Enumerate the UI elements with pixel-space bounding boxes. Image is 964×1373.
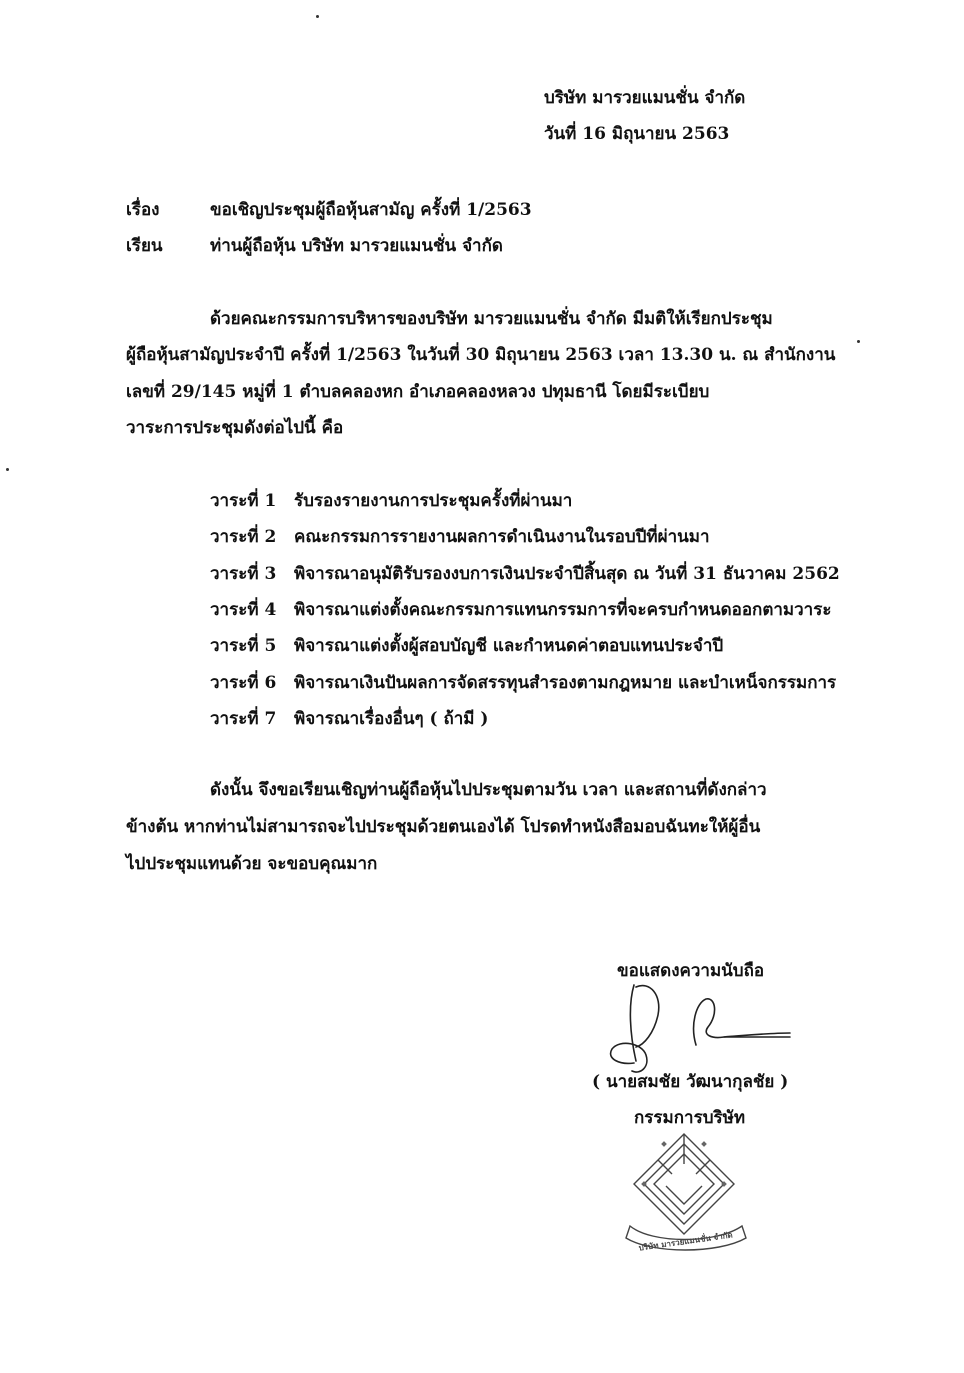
agenda-text: พิจารณาเรื่องอื่นๆ ( ถ้ามี ) xyxy=(294,709,489,729)
agenda-item xyxy=(210,705,488,732)
seal-text: บริษัท มารวยแมนชั่น จำกัด xyxy=(638,1230,734,1253)
subject-label: เรื่อง xyxy=(126,200,160,220)
scan-speck xyxy=(6,468,9,471)
scan-speck xyxy=(316,15,319,18)
agenda-text: รับรองรายงานการประชุมครั้งที่ผ่านมา xyxy=(294,491,573,511)
agenda-item xyxy=(210,487,572,514)
agenda-text: คณะกรรมการรายงานผลการดำเนินงานในรอบปีที่ผ่านมา xyxy=(294,527,710,547)
closing-line: ดังนั้น จึงขอเรียนเชิญท่านผู้ถือหุ้นไปประชุมตามวัน เวลา และสถานที่ดังกล่าว xyxy=(210,780,767,800)
company-seal-icon xyxy=(622,1126,752,1260)
agenda-text: พิจารณาอนุมัติรับรองงบการเงินประจำปีสิ้นสุด ณ วันที่ 31 ธันวาคม 2562 xyxy=(294,564,840,584)
scan-speck xyxy=(857,340,860,343)
agenda-number: วาระที่ 3 xyxy=(210,564,277,584)
signer-name: ( นายสมชัย วัฒนากุลชัย ) xyxy=(592,1072,789,1092)
to-text: ท่านผู้ถือหุ้น บริษัท มารวยแมนชั่น จำกัด xyxy=(210,236,503,256)
agenda-number: วาระที่ 6 xyxy=(210,673,277,693)
agenda-item xyxy=(210,596,831,623)
closing-line: ไปประชุมแทนด้วย จะขอบคุณมาก xyxy=(126,854,378,874)
agenda-number: วาระที่ 2 xyxy=(210,527,277,547)
intro-line: ผู้ถือหุ้นสามัญประจำปี ครั้งที่ 1/2563 ในวันที่ 30 มิถุนายน 2563 เวลา 13.30 น. ณ สำนักงาน xyxy=(126,345,836,365)
letter-date: วันที่ 16 มิถุนายน 2563 xyxy=(544,124,730,144)
agenda-item xyxy=(210,523,710,550)
agenda-item xyxy=(210,560,840,587)
intro-line: เลขที่ 29/145 หมู่ที่ 1 ตำบลคลองหก อำเภอคลองหลวง ปทุมธานี โดยมีระเบียบ xyxy=(126,382,710,402)
signer-position: กรรมการบริษัท xyxy=(634,1108,746,1128)
agenda-text: พิจารณาเงินปันผลการจัดสรรทุนสำรองตามกฎหมาย และบำเหน็จกรรมการ xyxy=(294,673,837,693)
agenda-number: วาระที่ 4 xyxy=(210,600,277,620)
agenda-text: พิจารณาแต่งตั้งคณะกรรมการแทนกรรมการที่จะครบกำหนดออกตามวาระ xyxy=(294,600,832,620)
agenda-text: พิจารณาแต่งตั้งผู้สอบบัญชี และกำหนดค่าตอบแทนประจำปี xyxy=(294,636,724,656)
agenda-number: วาระที่ 5 xyxy=(210,636,277,656)
to-label: เรียน xyxy=(126,236,163,256)
agenda-item xyxy=(210,669,836,696)
closing-line: ข้างต้น หากท่านไม่สามารถจะไปประชุมด้วยตนเองได้ โปรดทำหนังสือมอบฉันทะให้ผู้อื่น xyxy=(126,817,761,837)
intro-line: ด้วยคณะกรรมการบริหารของบริษัท มารวยแมนชั่น จำกัด มีมติให้เรียกประชุม xyxy=(210,309,773,329)
subject-text: ขอเชิญประชุมผู้ถือหุ้นสามัญ ครั้งที่ 1/2563 xyxy=(210,200,532,220)
company-name: บริษัท มารวยแมนชั่น จำกัด xyxy=(544,88,746,108)
agenda-number: วาระที่ 1 xyxy=(210,491,277,511)
agenda-item xyxy=(210,632,723,659)
intro-line: วาระการประชุมดังต่อไปนี้ คือ xyxy=(126,418,344,438)
agenda-number: วาระที่ 7 xyxy=(210,709,277,729)
regards-text: ขอแสดงความนับถือ xyxy=(617,961,765,981)
